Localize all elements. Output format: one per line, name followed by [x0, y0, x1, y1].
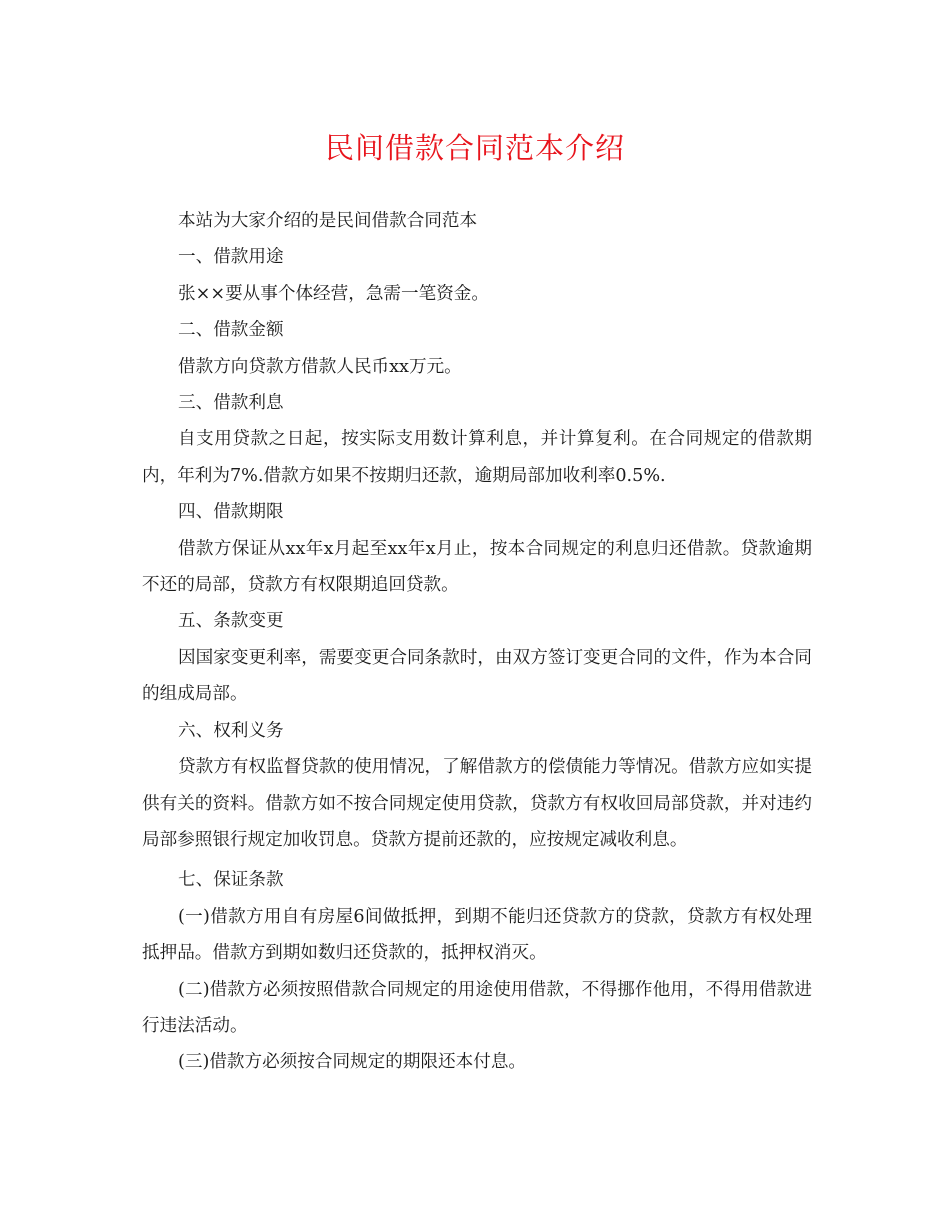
paragraph-interest: 自支用贷款之日起，按实际支用数计算利息，并计算复利。在合同规定的借款期内，年利为7%.借款方如果不按期归还款，逾期局部加收利率0.5%. — [142, 429, 812, 486]
paragraph-changes: 因国家变更利率，需要变更合同条款时，由双方签订变更合同的文件，作为本合同的组成局部。 — [142, 647, 812, 705]
section-heading-term: 四、借款期限 — [178, 502, 284, 523]
document-body — [142, 203, 812, 1081]
document-title: 民间借款合同范本介绍 — [324, 131, 625, 165]
section-heading-rights: 六、权利义务 — [178, 720, 284, 741]
section-heading-changes: 五、条款变更 — [178, 611, 284, 632]
section-heading-purpose: 一、借款用途 — [178, 247, 284, 268]
paragraph-purpose: 张××要从事个体经营，急需一笔资金。 — [178, 283, 489, 304]
paragraph-guarantee-3: (三)借款方必须按合同规定的期限还本付息。 — [178, 1052, 527, 1073]
paragraph-amount: 借款方向贷款方借款人民币xx万元。 — [178, 356, 462, 377]
intro-paragraph: 本站为大家介绍的是民间借款合同范本 — [178, 211, 478, 231]
paragraph-guarantee-2: (二)借款方必须按照借款合同规定的用途使用借款，不得挪作他用，不得用借款进行违法活动。 — [142, 979, 812, 1036]
paragraph-rights: 贷款方有权监督贷款的使用情况，了解借款方的偿债能力等情况。借款方应如实提供有关的资料。借款方如不按合同规定使用贷款，贷款方有权收回局部贷款，并对违约局部参照银行规定加收罚息。贷款方提前还款的，应按规定减收利息。 — [142, 757, 812, 850]
section-heading-amount: 二、借款金额 — [178, 320, 284, 341]
paragraph-guarantee-1: (一)借款方用自有房屋6间做抵押，到期不能归还贷款方的贷款，贷款方有权处理抵押品。借款方到期如数归还贷款的，抵押权消灭。 — [142, 906, 812, 964]
section-heading-interest: 三、借款利息 — [178, 393, 284, 414]
section-heading-guarantee: 七、保证条款 — [178, 870, 284, 891]
paragraph-term: 借款方保证从xx年x月起至xx年x月止，按本合同规定的利息归还借款。贷款逾期不还的局部，贷款方有权限期追回贷款。 — [142, 538, 812, 596]
